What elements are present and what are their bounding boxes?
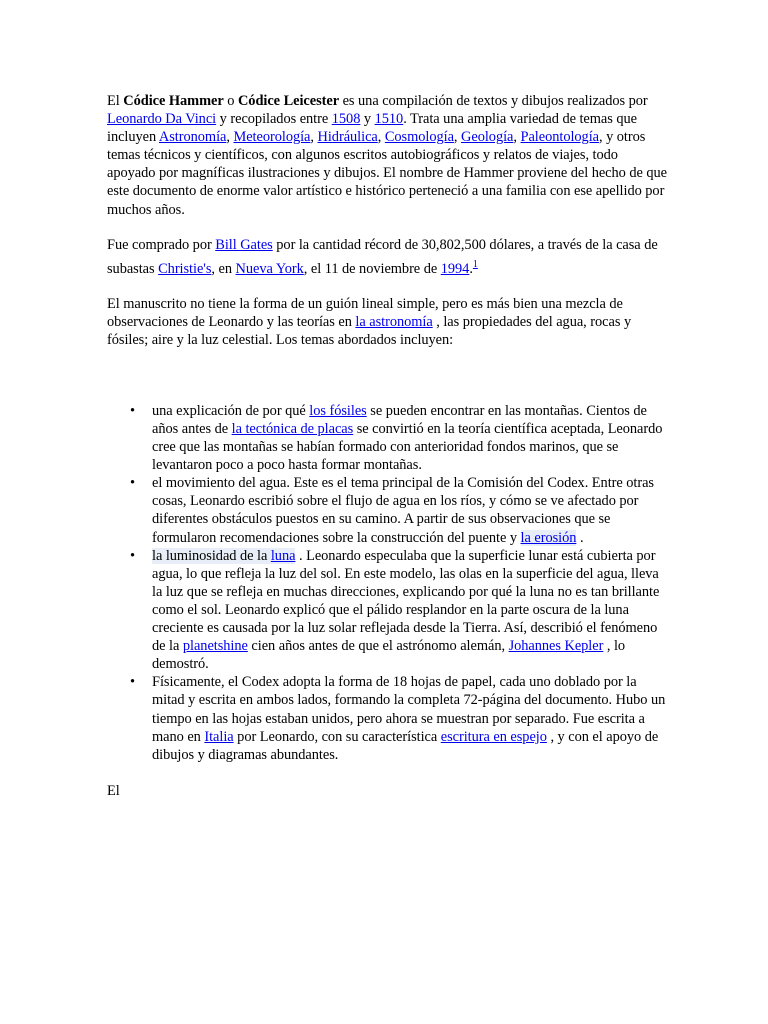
link-christies[interactable]: Christie's <box>158 260 212 277</box>
link-bill-gates[interactable]: Bill Gates <box>215 236 273 253</box>
text: , el 11 de noviembre de <box>303 260 441 277</box>
link-los-fosiles[interactable]: los fósiles <box>309 402 367 419</box>
intro-paragraph <box>107 92 667 219</box>
text: , <box>453 129 462 146</box>
text: la luminosidad de la <box>152 547 271 564</box>
purchase-paragraph <box>107 236 667 278</box>
title-codice-leicester: Códice Leicester <box>237 93 340 109</box>
link-meteorologia[interactable]: Meteorología <box>233 129 311 146</box>
text: es una compilación de textos y dibujos realizados por <box>339 93 648 109</box>
trailing-text: El <box>107 782 120 799</box>
link-cosmologia[interactable]: Cosmología <box>384 129 454 146</box>
link-johannes-kepler[interactable]: Johannes Kepler <box>508 638 604 655</box>
text: , y otros temas técnicos y científicos, con algunos escritos autobiográficos y relatos de viajes, todo apoyado por magníficas ilustraciones y dibujos. El nombre de Hammer proviene del hecho de que este documento de enorme valor artístico e histórico perteneció a una familia con ese apellido por muchos años. <box>107 129 668 218</box>
text: , lo demostró. <box>152 638 626 673</box>
bullet-icon: • <box>130 547 135 564</box>
title-codice-hammer: Códice Hammer <box>123 93 224 109</box>
link-1508[interactable]: 1508 <box>331 111 361 128</box>
link-italia[interactable]: Italia <box>204 728 234 745</box>
bullet-icon: • <box>130 402 135 419</box>
text: , en <box>211 260 236 277</box>
link-leonardo-da-vinci[interactable]: Leonardo Da Vinci <box>107 111 217 128</box>
text: , <box>310 129 318 146</box>
text: el movimiento del agua. Este es el tema principal de la Comisión del Codex. Entre otras cosas, Leonardo escribió sobre el flujo de agua en los ríos, y cómo se ve afectado por diferentes obstáculos puestos en su camino. A partir de sus observaciones que se formularon recomendaciones sobre la construcción del puente y <box>152 475 654 546</box>
text: . <box>469 260 473 277</box>
text: por Leonardo, con su característica <box>233 728 441 745</box>
text: se convirtió en la teoría científica aceptada, Leonardo cree que las montañas se habían formado con anterioridad fondos marinos, que se levantaron poco a poco hasta formar montañas. <box>152 421 663 474</box>
link-escritura-en-espejo[interactable]: escritura en espejo <box>440 728 547 745</box>
link-1510[interactable]: 1510 <box>374 111 404 128</box>
text: , <box>513 129 521 146</box>
text: y recopilados entre <box>216 111 332 128</box>
link-tectonica-de-placas[interactable]: la tectónica de placas <box>231 421 354 438</box>
text: cien años antes de que el astrónomo alemán, <box>247 638 509 655</box>
link-luna[interactable]: luna <box>270 547 296 564</box>
text: Físicamente, el Codex adopta la forma de 18 hojas de papel, cada uno doblado por la mitad y escrita en ambos lados, formando la completa 72-página del documento. Hubo un tiempo en las hojas estaban unidos, pero ahora se muestran por separado. Fue escrita a mano en <box>152 674 666 745</box>
text: El manuscrito no tiene la forma de un guión lineal simple, pero es más bien una mezcla de observaciones de Leonardo y las teorías en <box>107 295 623 330</box>
bullet-icon: • <box>130 674 135 691</box>
manuscript-paragraph <box>107 295 667 349</box>
document-page <box>107 92 667 817</box>
footnote-link-1[interactable]: 1 <box>472 258 478 270</box>
footnote-ref <box>473 256 478 270</box>
link-geologia[interactable]: Geología <box>461 129 514 146</box>
text: y <box>360 111 375 128</box>
link-la-astronomia[interactable]: la astronomía <box>355 313 433 330</box>
blank-space <box>107 366 667 402</box>
text: , las propiedades del agua, rocas y fósiles; aire y la luz celestial. Los temas abordados incluyen: <box>107 313 632 348</box>
text: Fue comprado por <box>107 236 216 253</box>
link-astronomia[interactable]: Astronomía <box>158 129 227 146</box>
text: o <box>223 93 238 109</box>
text: . Trata una amplia variedad de temas que incluyen <box>107 111 637 146</box>
list-item <box>130 474 667 546</box>
link-la-erosion[interactable]: la erosión <box>520 529 577 546</box>
text: . <box>576 529 584 546</box>
text: por la cantidad récord de 30,802,500 dólares, a través de la casa de subastas <box>107 236 658 277</box>
link-hidraulica[interactable]: Hidráulica <box>317 129 378 146</box>
topics-list <box>107 402 667 764</box>
link-planetshine[interactable]: planetshine <box>182 638 248 655</box>
list-item <box>130 402 667 474</box>
text: una explicación de por qué <box>152 402 310 419</box>
text: , <box>377 129 385 146</box>
bullet-icon: • <box>130 475 135 492</box>
text: . Leonardo especulaba que la superficie lunar está cubierta por agua, lo que refleja la luz del sol. En este modelo, las olas en la superficie del agua, lleva la luz que se refleja en muchas direcciones, explicando por qué la luna no es tan brillante como el sol. Leonardo explicó que el pálido resplandor en la parte oscura de la luna creciente es causada por la luz solar reflejada desde la Tierra. Así, describió el fenómeno de la <box>152 547 660 655</box>
link-paleontologia[interactable]: Paleontología <box>520 129 599 146</box>
text: , <box>226 129 234 146</box>
link-1994[interactable]: 1994 <box>440 260 470 277</box>
list-item <box>130 547 667 674</box>
link-nueva-york[interactable]: Nueva York <box>235 260 304 277</box>
text: se pueden encontrar en las montañas. Cientos de años antes de <box>152 402 647 438</box>
text: El <box>107 93 124 109</box>
text: , y con el apoyo de dibujos y diagramas abundantes. <box>152 728 659 763</box>
list-item <box>130 673 667 763</box>
